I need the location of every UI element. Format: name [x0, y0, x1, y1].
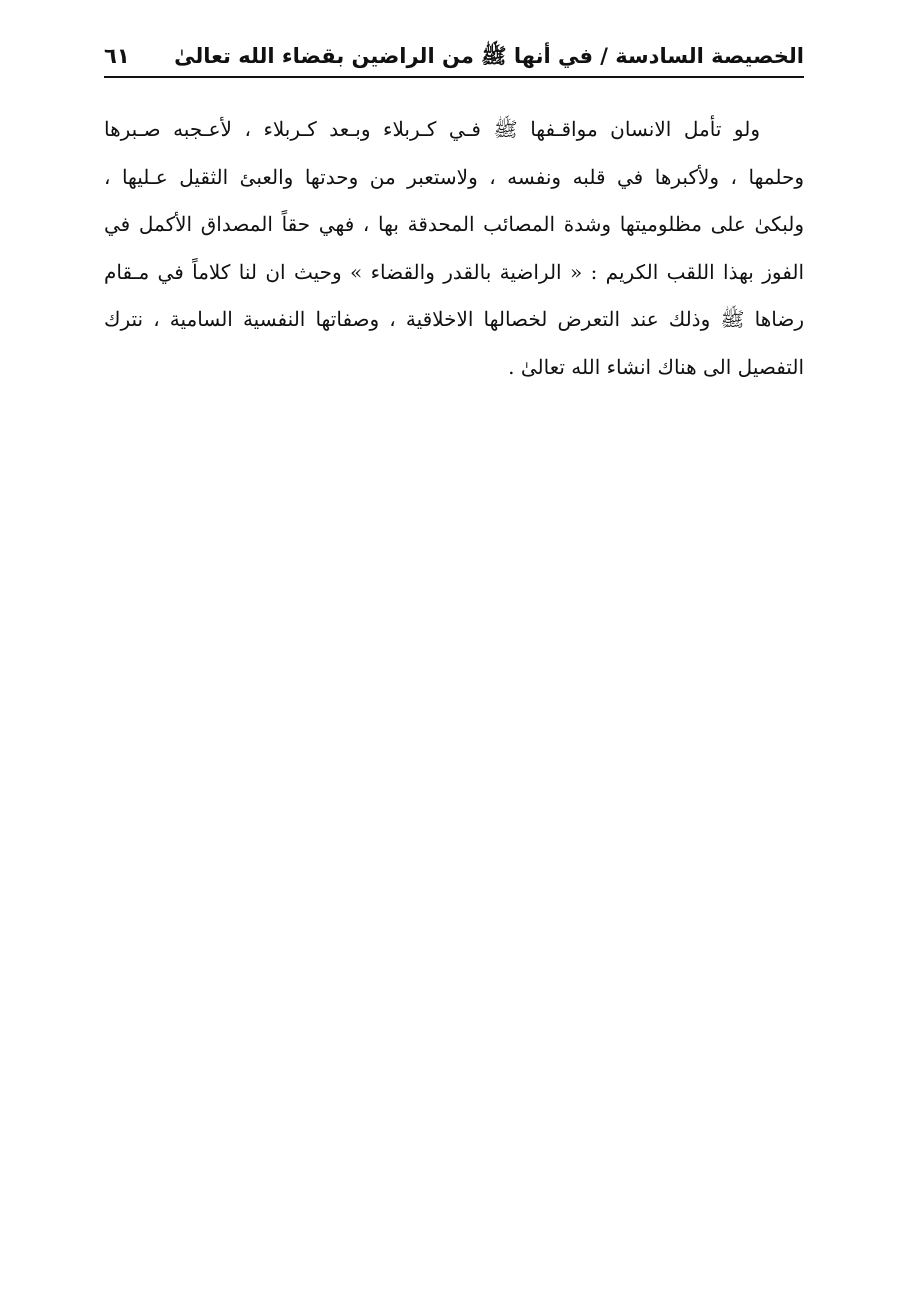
paragraph-line: ولو تأمل الانسان مواقـفها ﷺ فـي كـربلاء وبـعد كـربلاء ، لأعـجبه صـبرها — [104, 117, 760, 141]
page-header — [104, 38, 804, 78]
paragraph-line: التفصيل الى هناك انشاء الله تعالىٰ . — [508, 354, 804, 379]
running-title: الخصيصة السادسة / في أنها ﷺ من الراضين بقضاء الله تعالىٰ — [174, 44, 804, 68]
body-paragraph — [104, 106, 804, 391]
header-rule — [104, 76, 804, 78]
paragraph-line: ولبكىٰ على مظلوميتها وشدة المصائب المحدقة بها ، فهي حقاً المصداق الأكمل في — [104, 212, 804, 236]
paragraph-line: الفوز بهذا اللقب الكريم : « الراضية بالقدر والقضاء » وحيث ان لنا كلاماً في مـقام — [104, 259, 804, 284]
page-number: ٦١ — [104, 44, 130, 68]
paragraph-line: رضاها ﷺ وذلك عند التعرض لخصالها الاخلاقية ، وصفاتها النفسية السامية ، نترك — [104, 307, 804, 331]
paragraph-line: وحلمها ، ولأكبرها في قلبه ونفسه ، ولاستعبر من وحدتها والعبئ الثقيل عـليها ، — [104, 164, 804, 189]
